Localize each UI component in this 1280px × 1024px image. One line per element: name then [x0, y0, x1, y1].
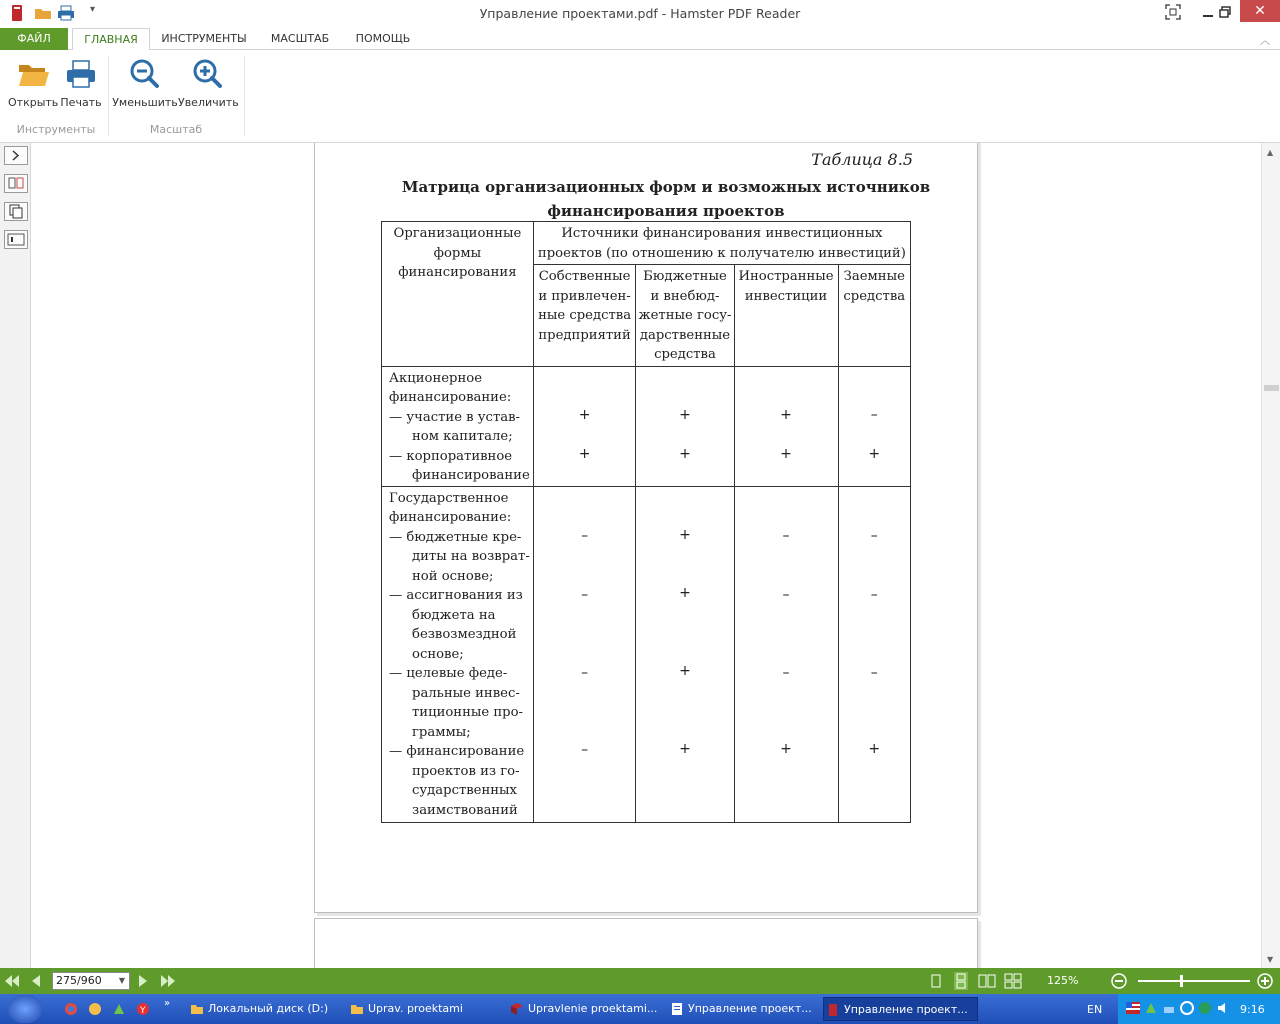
taskbar-item-disk[interactable] [188, 997, 343, 1021]
tray-app-icon[interactable] [1144, 1001, 1158, 1015]
ribbon-tabs [0, 28, 1280, 50]
printer-icon [65, 58, 97, 90]
cell-foreign [734, 486, 838, 822]
zoom-slider[interactable] [1138, 980, 1250, 982]
mark: + [679, 406, 691, 423]
last-page-icon[interactable] [160, 974, 176, 988]
open-label: Открыть [8, 96, 59, 109]
document-view[interactable] [31, 143, 1261, 968]
tray-network-icon[interactable] [1162, 1001, 1176, 1015]
app-icon[interactable] [112, 1002, 126, 1016]
mark: – [581, 527, 589, 544]
folder-icon [350, 1002, 364, 1016]
single-page-icon[interactable] [930, 974, 942, 988]
group-tools-label: Инструменты [16, 123, 96, 136]
mark: + [679, 740, 691, 757]
clock: 9:16 [1240, 1003, 1265, 1016]
scroll-up-icon[interactable]: ▲ [1267, 148, 1274, 157]
table-title-line2: финансирования проектов [547, 202, 785, 220]
mark: – [782, 586, 790, 603]
cell-borrowed [838, 486, 910, 822]
header-borrowed-funds: Заемные средства [838, 265, 910, 367]
row-group-state [382, 486, 534, 822]
taskbar [0, 994, 1280, 1024]
mark: + [868, 740, 881, 757]
row-label: — финансирование проектов из государственных заимствований [389, 744, 525, 818]
mark: – [870, 664, 878, 681]
print-button[interactable] [58, 58, 104, 109]
mark: – [782, 527, 790, 544]
mark: + [679, 526, 691, 543]
folder-icon [190, 1002, 204, 1016]
zoom-out-label: Уменьшить [112, 96, 178, 109]
yandex-icon[interactable] [136, 1002, 150, 1016]
tray-volume-icon[interactable] [1216, 1001, 1230, 1015]
flag-icon[interactable] [1126, 1002, 1140, 1014]
row-label: — корпоративное финансирование [389, 448, 530, 483]
next-page-icon[interactable] [137, 974, 149, 988]
scroll-thumb[interactable] [1264, 385, 1279, 391]
thumbnails-icon[interactable] [4, 174, 28, 193]
mark: – [870, 406, 878, 423]
group-label: Государственное финансирование: [389, 490, 512, 525]
table-number: Таблица 8.5 [811, 150, 913, 169]
collapse-ribbon-icon[interactable]: ︿ [1260, 36, 1270, 47]
mark: – [870, 527, 878, 544]
folder-icon [17, 58, 49, 90]
quick-access-dropdown-icon[interactable]: ▾ [90, 4, 96, 15]
header-sources: Источники финансирования инвестиционных проектов (по отношению к получателю инвестиций) [533, 222, 910, 265]
taskbar-item-word[interactable] [668, 997, 818, 1021]
taskbar-item-archive[interactable] [508, 997, 663, 1021]
mark: + [679, 445, 691, 462]
ribbon [0, 50, 1280, 143]
mark: + [578, 406, 591, 423]
tab-scale[interactable]: МАСШТАБ [270, 32, 330, 45]
row-group-equity [382, 366, 534, 486]
row-label: — целевые федеральные инвестиционные программы; [389, 666, 524, 740]
page-number-value: 275/960 [56, 974, 102, 987]
zoom-plus-icon[interactable] [1257, 973, 1273, 989]
mark: + [578, 445, 591, 462]
zoom-minus-icon[interactable] [1111, 973, 1127, 989]
tab-tools[interactable]: ИНСТРУМЕНТЫ [161, 32, 247, 45]
taskbar-item-label: Управление проект... [844, 1003, 968, 1016]
print-label: Печать [60, 96, 102, 109]
system-tray [1118, 994, 1280, 1024]
group-label: Акционерное финансирование: [389, 370, 512, 405]
zoom-out-icon [129, 58, 161, 90]
cell-own [533, 366, 636, 486]
zoom-slider-handle[interactable] [1180, 975, 1183, 987]
pdf-next-page [314, 918, 978, 968]
zoom-in-label: Увеличить [178, 96, 239, 109]
header-foreign-investments: Иностранные инвестиции [734, 265, 838, 367]
expand-panel-button[interactable] [4, 146, 28, 165]
group-separator [108, 56, 109, 136]
zoom-out-button[interactable] [112, 58, 178, 109]
archive-icon [510, 1002, 524, 1016]
table-title-line1: Матрица организационных форм и возможных источников [401, 178, 931, 196]
two-pages-continuous-icon[interactable] [1004, 973, 1022, 989]
taskbar-item-pdf-reader[interactable] [823, 997, 978, 1021]
mark: – [581, 586, 589, 603]
pdf-reader-icon [826, 1003, 840, 1017]
tab-help[interactable]: ПОМОЩЬ [355, 32, 411, 45]
bookmarks-icon[interactable] [4, 230, 28, 249]
restore-icon[interactable] [1207, 0, 1243, 24]
first-page-icon[interactable] [4, 974, 20, 988]
two-pages-icon[interactable] [978, 974, 996, 988]
prev-page-icon[interactable] [30, 974, 42, 988]
chrome-icon[interactable] [64, 1002, 78, 1016]
vertical-scrollbar[interactable] [1261, 143, 1280, 968]
zoom-in-icon [192, 58, 224, 90]
open-button[interactable] [8, 58, 58, 109]
header-org-forms: Организационные формы финансирования [382, 222, 534, 367]
mark: – [581, 741, 589, 758]
pdf-page [314, 143, 978, 913]
taskbar-item-label: Upravlenie proektami... [528, 1002, 658, 1015]
row-label: — бюджетные кредиты на возвратной основе; [389, 529, 530, 584]
page-dropdown-icon[interactable]: ▼ [118, 976, 125, 985]
mark: + [679, 662, 691, 679]
taskbar-item-folder[interactable] [348, 997, 503, 1021]
taskbar-item-label: Uprav. proektami [368, 1002, 463, 1015]
window-title: Управление проектами.pdf - Hamster PDF Reader [479, 6, 801, 21]
taskbar-item-label: Управление проект... [688, 1002, 812, 1015]
row-label: — ассигнования из бюджета на безвозмездной основе; [389, 588, 523, 662]
mark: – [870, 586, 878, 603]
mark: + [868, 445, 881, 462]
mark: + [780, 445, 792, 462]
mail-icon[interactable] [88, 1002, 102, 1016]
group-separator [244, 56, 245, 136]
document-icon [670, 1002, 684, 1016]
tray-globe-icon[interactable] [1198, 1001, 1212, 1015]
mark: – [782, 664, 790, 681]
status-bar [0, 968, 1280, 994]
zoom-in-button[interactable] [178, 58, 238, 109]
tab-home[interactable]: ГЛАВНАЯ [72, 28, 150, 51]
page-number-input[interactable] [52, 972, 130, 990]
continuous-page-icon[interactable] [954, 972, 968, 990]
header-own-funds: Собственные и привлеченные средства предприятий [533, 265, 636, 367]
header-budget-funds: Бюджетные и внебюджетные государственные средства [636, 265, 734, 367]
row-label: — участие в уставном капитале; [389, 409, 520, 444]
cell-budget [636, 486, 734, 822]
start-button[interactable] [8, 995, 42, 1023]
group-scale-label: Масштаб [149, 123, 203, 136]
side-panel [0, 143, 31, 968]
table-title [315, 175, 977, 223]
svg-text:Y: Y [140, 1006, 146, 1016]
tray-g-icon[interactable] [1180, 1001, 1194, 1015]
zoom-level: 125% [1047, 974, 1079, 987]
mark: + [679, 584, 691, 601]
mark: + [780, 740, 792, 757]
cell-own [533, 486, 636, 822]
cell-budget [636, 366, 734, 486]
close-icon[interactable]: ✕ [1240, 0, 1280, 22]
scroll-down-icon[interactable]: ▼ [1267, 955, 1274, 964]
mark: – [581, 664, 589, 681]
taskbar-item-label: Локальный диск (D:) [208, 1002, 329, 1015]
cell-borrowed [838, 366, 910, 486]
tab-file[interactable]: ФАЙЛ [0, 28, 68, 50]
matrix-table [381, 221, 911, 823]
cell-foreign [734, 366, 838, 486]
language-indicator[interactable]: EN [1087, 1003, 1103, 1016]
fullscreen-icon[interactable] [1155, 0, 1191, 24]
pages-icon[interactable] [4, 202, 28, 221]
title-bar [0, 0, 1280, 28]
mark: + [780, 406, 792, 423]
taskbar-more-icon[interactable]: » [164, 998, 171, 1009]
